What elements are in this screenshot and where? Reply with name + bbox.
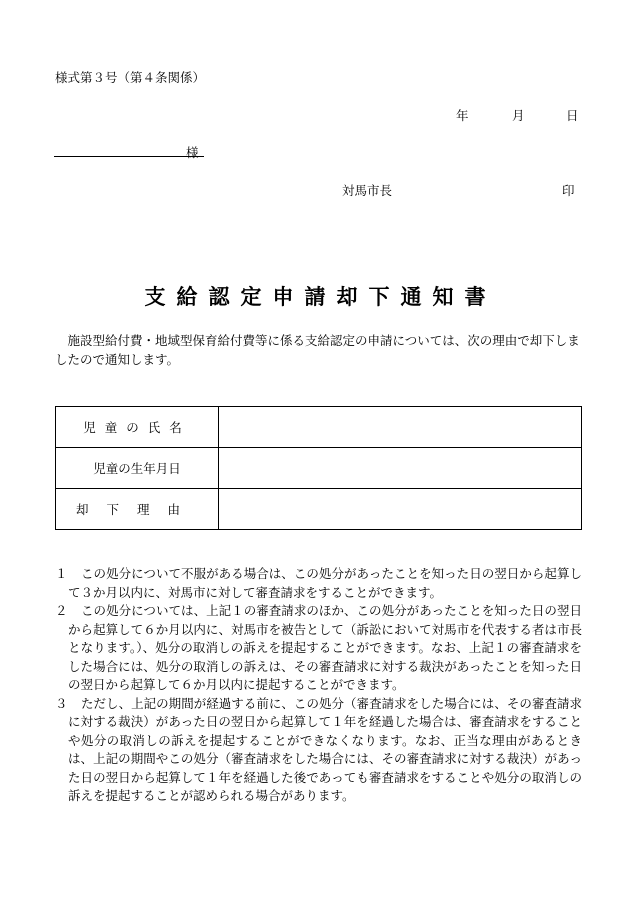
table-row bbox=[56, 448, 582, 489]
note-text: この処分については、上記１の審査請求のほか、この処分があったことを知った日の翌日から起算して６か月以内に、対馬市を被告として（訴訟において対馬市を代表する者は市長となります。）、処分の取消しの訴えを提起することができます。なお、上記１の審査請求をした場合には、処分の取消しの訴えは、その審査請求に対する裁決があったことを知った日の翌日から起算して６か月以内に提起することができます。 bbox=[68, 603, 582, 692]
date-year-label: 年 bbox=[456, 108, 469, 123]
form-number: 様式第３号（第４条関係） bbox=[55, 70, 206, 85]
seal-mark: 印 bbox=[562, 183, 575, 198]
note-text: ただし、上記の期間が経過する前に、この処分（審査請求をした場合には、その審査請求に対する裁決）があった日の翌日から起算して１年を経過した場合は、審査請求をすることや処分の取消しの訴えを提起することができなくなります。なお、正当な理由があるときは、上記の期間やこの処分（審査請求をした場合には、その審査請求に対する裁決）があった日の翌日から起算して１年を経過した後であっても審査請求をすることや処分の取消しの訴えを提起することが認められる場合があります。 bbox=[68, 695, 582, 803]
row-label bbox=[56, 448, 219, 489]
label-birthdate: 児童の生年月日 bbox=[93, 461, 181, 476]
row-label bbox=[56, 407, 219, 448]
row-value-birthdate bbox=[219, 448, 582, 489]
note-number: ２ bbox=[55, 603, 68, 618]
row-value-child-name bbox=[219, 407, 582, 448]
date-day-label: 日 bbox=[566, 108, 579, 123]
addressee-line bbox=[54, 156, 204, 157]
row-value-rejection-reason bbox=[219, 489, 582, 530]
label-rejection-reason: 却下理由 bbox=[75, 502, 198, 517]
row-label bbox=[56, 489, 219, 530]
notes-list bbox=[55, 565, 582, 806]
note-item bbox=[55, 695, 582, 806]
note-number: ３ bbox=[55, 695, 68, 711]
sender-name: 対馬市長 bbox=[342, 183, 393, 198]
addressee-suffix: 様 bbox=[186, 145, 199, 160]
info-table bbox=[55, 406, 582, 530]
note-item bbox=[55, 602, 582, 695]
note-text: この処分について不服がある場合は、この処分があったことを知った日の翌日から起算して３か月以内に、対馬市に対して審査請求をすることができます。 bbox=[68, 566, 582, 600]
note-item bbox=[55, 565, 582, 602]
table-row bbox=[56, 407, 582, 448]
document-title: 支給認定申請却下通知書 bbox=[144, 284, 497, 309]
intro-paragraph: 施設型給付費・地域型保育給付費等に係る支給認定の申請については、次の理由で却下しましたので通知します。 bbox=[55, 333, 580, 367]
table-row bbox=[56, 489, 582, 530]
note-number: １ bbox=[55, 566, 68, 581]
date-month-label: 月 bbox=[512, 108, 525, 123]
label-child-name: 児童の氏名 bbox=[83, 420, 191, 435]
